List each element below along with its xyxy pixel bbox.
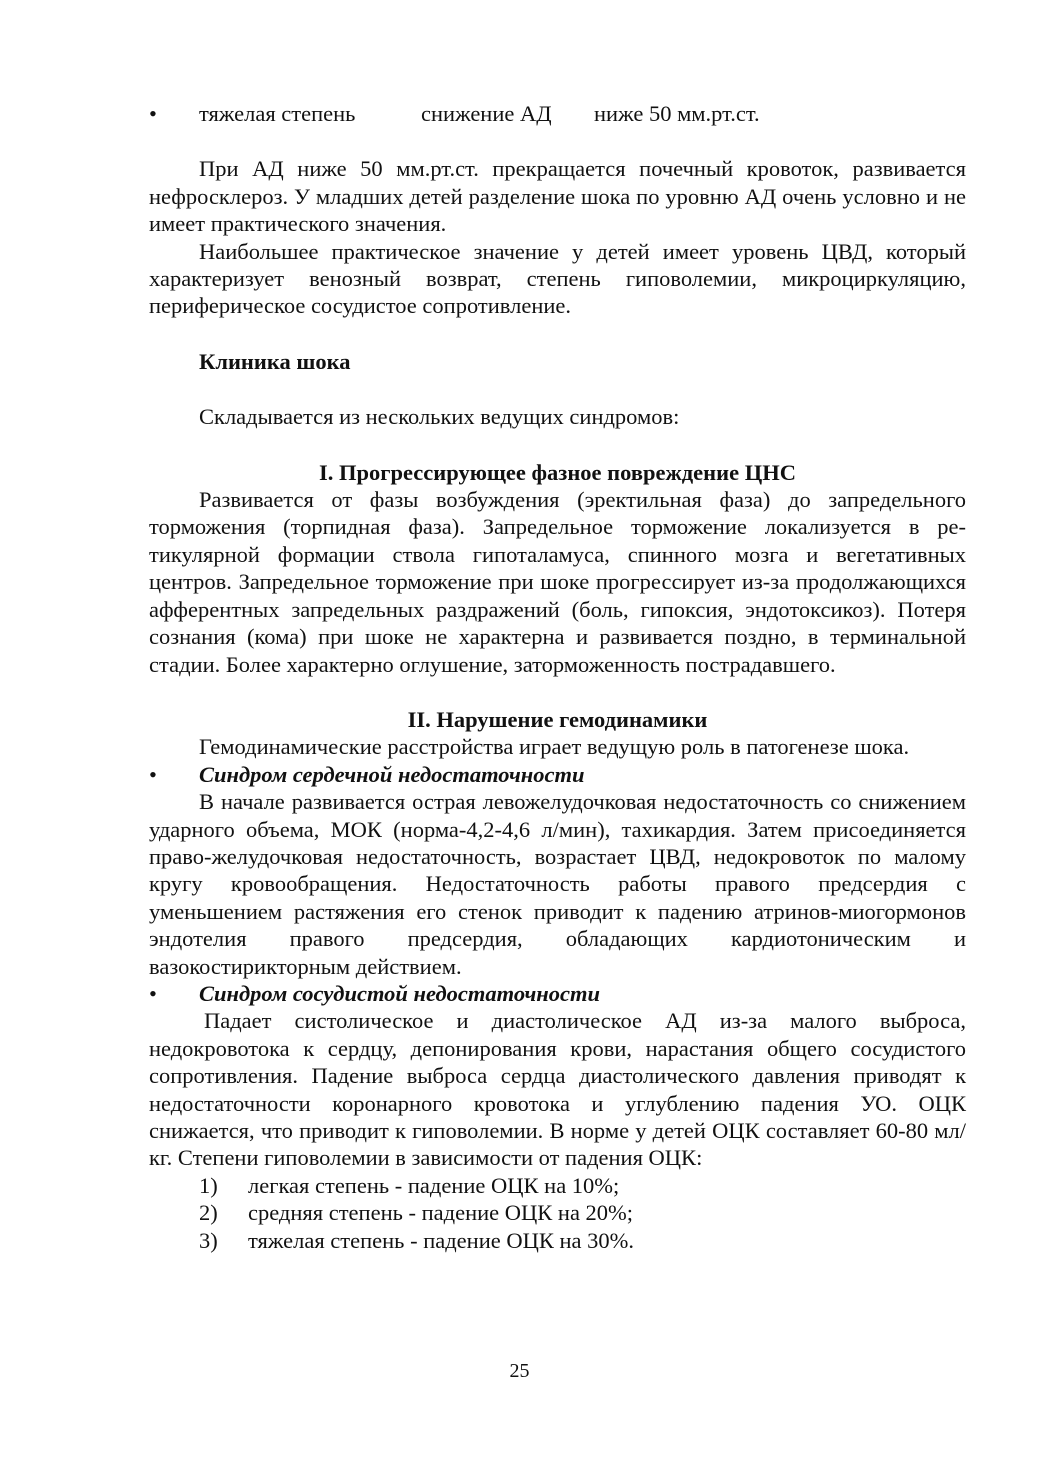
paragraph-hemodynamics: Гемодинамические расстройства играет ведущую роль в патогенезе шока.: [199, 734, 910, 760]
severity-label: тяжелая степень: [199, 101, 356, 126]
list-item-text: тяжелая степень - падение ОЦК на 30%.: [248, 1227, 634, 1253]
list-item-number: 3): [199, 1227, 218, 1253]
paragraph-vascular-failure: Падает систолическое и диастолическое АД из-за малого выброса, недокровотока к сердцу, депонирования крови, нарастания общего сосудистого сопротивления. Падение выброса сердца диастолического давления приводят к недостаточности коронарного кровотока и углублению падения УО. ОЦК снижается, что приводит к гиповолемии. В норме у детей ОЦК составляет 60-80 мл/кг. Степени гиповолемии в зависимости от падения ОЦК:: [149, 1008, 966, 1171]
heading-cns-damage: I. Прогрессирующее фазное повреждение ЦНС: [319, 459, 796, 485]
paragraph-renal-flow: При АД ниже 50 мм.рт.ст. прекращается почечный кровоток, развивается нефросклероз. У младших детей разделение шока по уровню АД очень условно и не имеет практического значения.: [149, 156, 966, 237]
list-item-number: 1): [199, 1172, 218, 1198]
bullet-heart-failure: [149, 761, 966, 788]
bullet-vascular-failure: [149, 980, 966, 1007]
bullet-marker: •: [149, 101, 157, 126]
heading-hemodynamics: II. Нарушение гемодинамики: [407, 706, 708, 732]
severity-criterion: снижение АД: [421, 101, 552, 126]
page-number: 25: [509, 1360, 530, 1382]
paragraph-syndromes-intro: Складывается из нескольких ведущих синдромов:: [199, 404, 680, 430]
list-item: [149, 1199, 966, 1226]
paragraph-cns-damage: Развивается от фазы возбуждения (эректильная фаза) до запредельного торможения (торпидная фаза). Запредельное торможение локализуется в ретикулярной формации ствола гипоталамуса, спинного мозга и вегетативных центров. Запредельное торможение при шоке прогрессирует из-за продолжающихся афферентных запредельных раздражений (боль, гипоксия, эндотоксикоз). Потеря сознания (кома) при шоке не характерна и развивается поздно, в терминальной стадии. Более характерно оглушение, заторможенность пострадавшего.: [149, 487, 966, 677]
bullet-marker: •: [149, 980, 157, 1006]
list-item-text: средняя степень - падение ОЦК на 20%;: [248, 1200, 634, 1226]
paragraph-cvp: Наибольшее практическое значение у детей имеет уровень ЦВД, который характеризует венозный возврат, степень гиповолемии, микроциркуляцию, периферическое сосудистое сопротивление.: [149, 238, 966, 319]
page-body: [149, 100, 966, 1254]
list-item: [149, 1172, 966, 1199]
list-item: [149, 1227, 966, 1254]
severity-row-text: [199, 100, 760, 127]
heading-shock-clinic: Клиника шока: [199, 348, 351, 374]
heading-vascular-failure: Синдром сосудистой недостаточности: [199, 980, 601, 1006]
severity-bullet-row: [149, 100, 966, 127]
list-item-number: 2): [199, 1200, 218, 1226]
bullet-marker: •: [149, 761, 157, 787]
paragraph-heart-failure: В начале развивается острая левожелудочковая недостаточность со снижением ударного объема, МОК (норма-4,2-4,6 л/мин), тахикардия. Затем присоединяется право-желудочковая недостаточность, возрастает ЦВД, недокровоток по малому кругу кровообращения. Недостаточность работы правого предсердия с уменьшением растяжения его стенок приводит к падению атринов-миогормонов эндотелия правого предсердия, обладающих кардиотоническим и вазокостирикторным действием.: [149, 789, 966, 979]
severity-threshold: ниже 50 мм.рт.ст.: [594, 101, 760, 126]
heading-heart-failure: Синдром сердечной недостаточности: [199, 761, 585, 787]
list-item-text: легкая степень - падение ОЦК на 10%;: [248, 1172, 620, 1198]
